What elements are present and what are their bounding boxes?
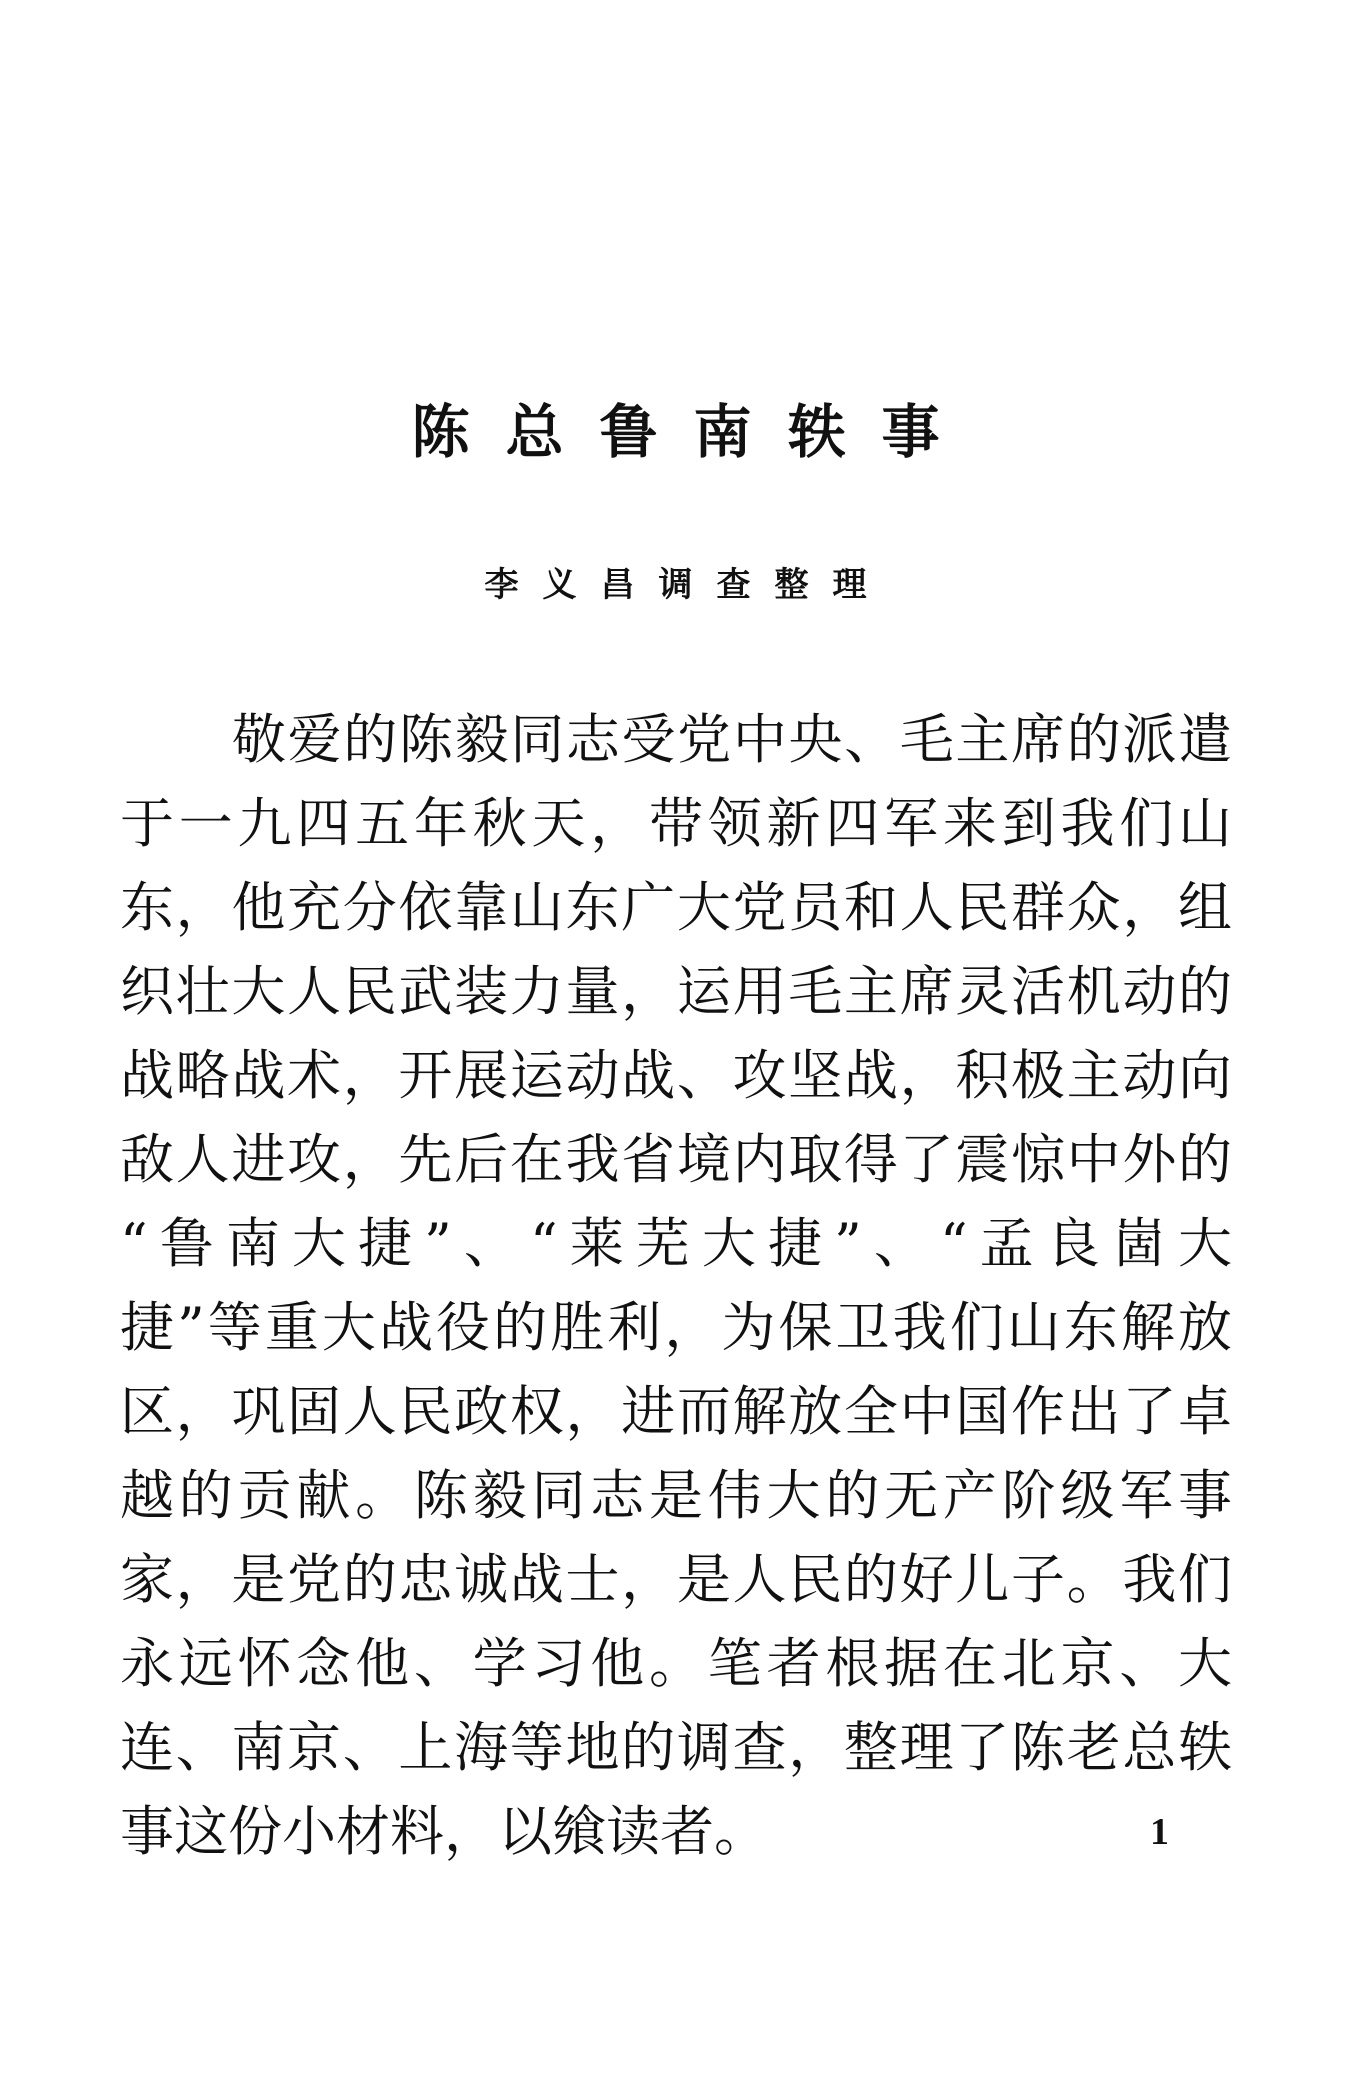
paragraph-line: 织壮大人民武装力量，运用毛主席灵活机动的: [120, 960, 1232, 1023]
author-byline: 李义昌调查整理: [484, 565, 891, 605]
paragraph-line: 东，他充分依靠山东广大党员和人民群众，组: [120, 876, 1232, 939]
paragraph-line: 于一九四五年秋天，带领新四军来到我们山: [120, 792, 1232, 855]
page-number: 1: [1150, 1811, 1169, 1853]
paragraph-line: 越的贡献。陈毅同志是伟大的无产阶级军事: [120, 1464, 1232, 1527]
paragraph-line: 敌人进攻，先后在我省境内取得了震惊中外的: [120, 1128, 1232, 1191]
paragraph-line: 战略战术，开展运动战、攻坚战，积极主动向: [120, 1044, 1232, 1107]
paragraph-line: 区，巩固人民政权，进而解放全中国作出了卓: [120, 1380, 1232, 1443]
paragraph-line: 连、南京、上海等地的调查，整理了陈老总轶: [120, 1716, 1232, 1779]
paragraph-line: 事这份小材料，以飨读者。: [120, 1800, 768, 1863]
article-title: 陈总鲁南轶事: [411, 398, 976, 466]
paragraph-line: 敬爱的陈毅同志受党中央、毛主席的派遣: [232, 708, 1232, 771]
paragraph-line: 永远怀念他、学习他。笔者根据在北京、大: [120, 1632, 1232, 1695]
paragraph-line: “鲁南大捷”、“莱芜大捷”、“孟良崮大: [120, 1212, 1232, 1275]
paragraph-line: 家，是党的忠诚战士，是人民的好儿子。我们: [120, 1548, 1232, 1611]
paragraph-line: 捷”等重大战役的胜利，为保卫我们山东解放: [120, 1296, 1232, 1359]
body-paragraph: [120, 698, 1232, 1874]
